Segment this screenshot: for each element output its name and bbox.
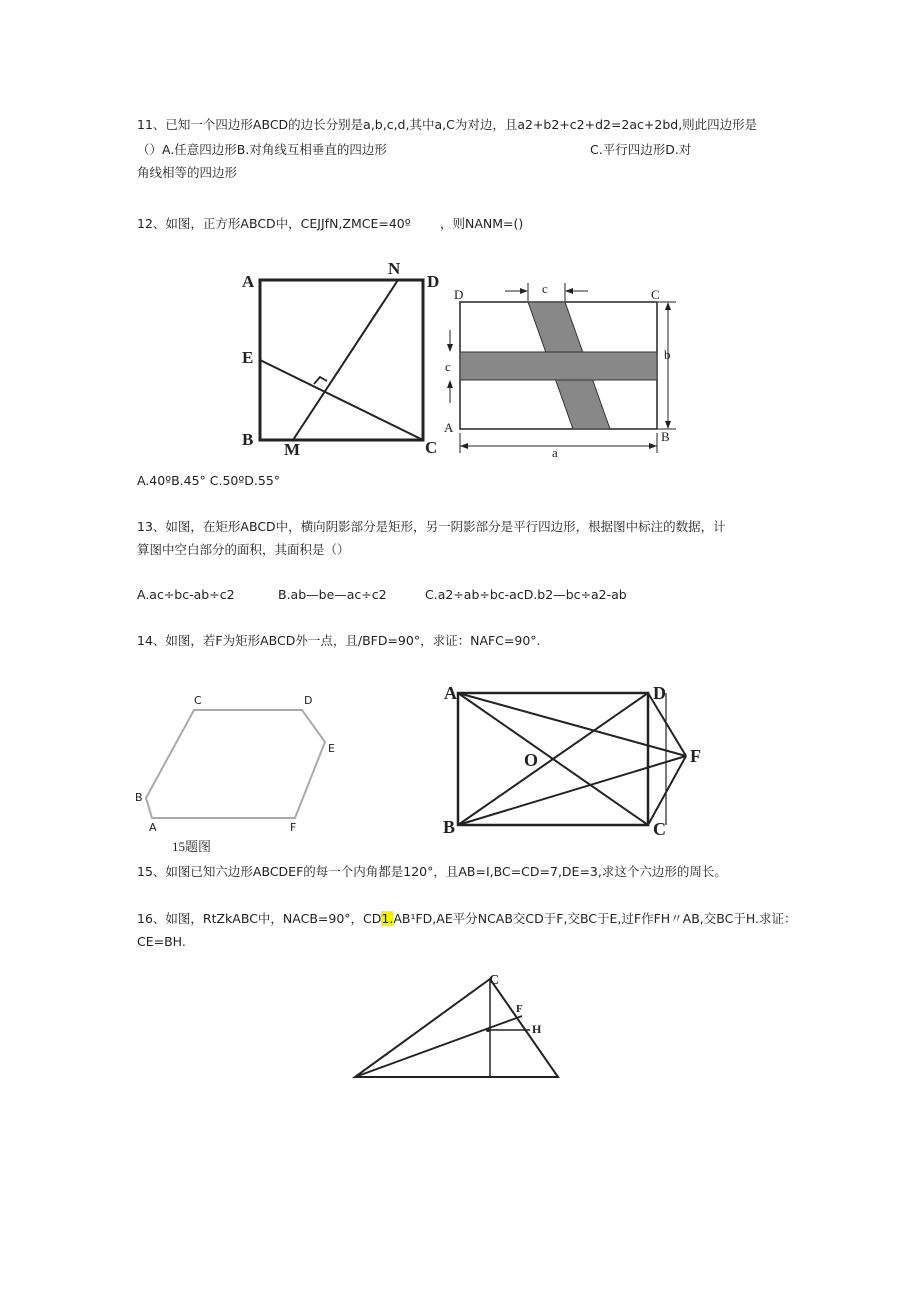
q16-line1-end: AB¹FD,AE平分NCAB交CD于F,交BC于E,过F作FH〃AB,交BC于H.求证： [393,911,797,926]
label-A: A [444,683,457,703]
shaded-strip [460,352,657,380]
label-c-left: c [445,359,451,374]
label-B: B [443,817,456,837]
q16-line1 [137,911,797,927]
label-b: b [664,347,671,362]
triangle-ABC [355,979,558,1077]
label-a: a [552,445,558,460]
label-C: C [653,819,666,839]
q15-hexagon-figure [132,690,352,840]
q13-option-c: C.a2÷ab÷bc-acD.b2—bc÷a2-ab [425,587,627,602]
q11-line2-options-cont: C.平行四边形D.对 [590,142,692,157]
label-A: A [149,821,157,834]
label-F: F [516,1003,523,1015]
line-BF [458,756,686,825]
q13-option-b: B.ab—be—ac÷c2 [278,587,387,602]
q16-triangle-figure [350,965,565,1085]
label-c-top: c [542,281,548,296]
q16-highlight: 1. [381,911,394,926]
right-angle-mark [314,377,327,384]
label-B: B [135,791,143,804]
q12-options: A.40ºB.45° C.50ºD.55° [137,473,281,488]
q13-line2: 算图中空白部分的面积，其面积是（） [137,542,350,557]
label-D: D [304,694,313,707]
label-B: B [661,429,670,444]
label-C: C [194,694,202,707]
q14-question: 14、如图，若F为矩形ABCD外一点，且/BFD=90°，求证：NAFC=90°. [137,633,541,648]
q16-line2: CE=BH. [137,934,186,949]
q12-square-figure [238,255,453,460]
line-EC [260,360,423,440]
q11-line2-options: （）A.任意四边形B.对角线互相垂直的四边形 [137,142,387,157]
label-H: H [532,1022,542,1036]
label-C: C [425,438,438,457]
label-D: D [427,272,440,291]
q12-question: 12、如图，正方形ABCD中，CEJJfN,ZMCE=40º [137,216,411,231]
q15-figure-caption: 15题图 [172,839,212,854]
q13-option-a: A.ac÷bc-ab÷c2 [137,587,235,602]
label-A: A [444,420,454,435]
q13-line1: 13、如图，在矩形ABCD中，横向阴影部分是矩形，另一阴影部分是平行四边形，根据图中标注的数据，计 [137,519,726,534]
hexagon-outline [146,710,325,818]
label-O: O [524,750,539,770]
label-E: E [328,742,335,755]
label-D: D [653,683,666,703]
label-B: B [242,430,254,449]
label-C: C [651,287,660,302]
line-NM [293,280,398,440]
q11-line1: 11、已知一个四边形ABCD的边长分别是a,b,c,d,其中a,C为对边，且a2+b2+c2+d2=2ac+2bd,则此四边形是 [137,117,758,132]
label-F: F [690,746,701,766]
label-N: N [388,259,401,278]
q13-rect-figure [440,275,685,460]
label-M: M [284,440,301,459]
label-A: A [242,272,255,291]
label-E: E [242,348,254,367]
q16-line1-start: 16、如图，RtZkABC中，NACB=90°，CD [137,911,382,926]
label-F: F [290,821,297,834]
bisector-AE [355,1016,522,1077]
q11-line3: 角线相等的四边形 [137,165,238,180]
q12-question-end: ，则NANM=() [440,216,524,231]
square-outline [260,280,423,440]
q15-question: 15、如图已知六边形ABCDEF的每一个内角都是120°，且AB=I,BC=CD=7,DE=3,求这个六边形的周长。 [137,864,727,879]
label-C: C [489,973,500,988]
label-D: D [454,287,464,302]
q14-rect-figure [438,678,710,840]
